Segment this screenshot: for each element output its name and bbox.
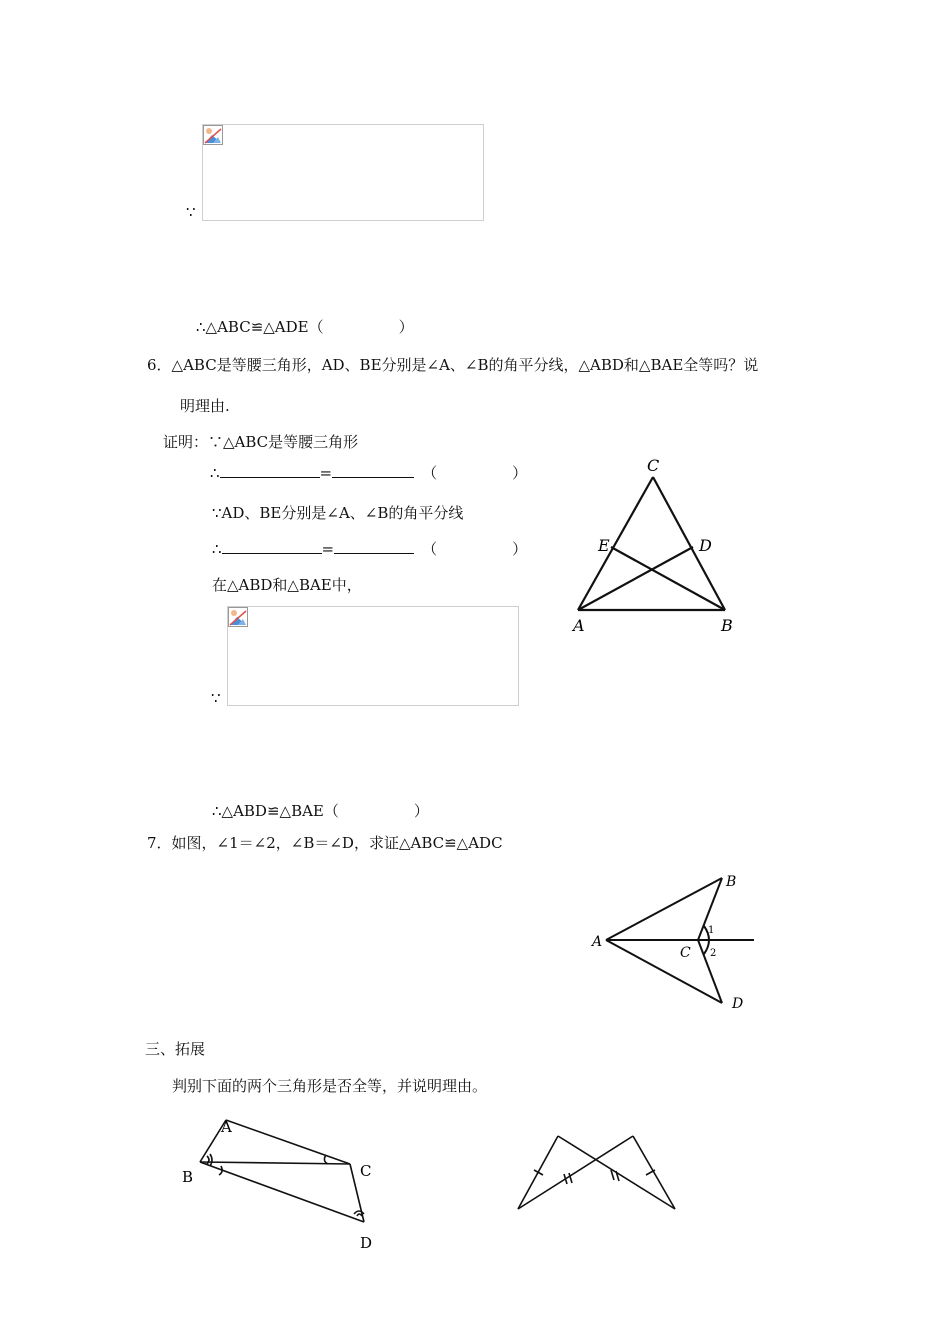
- blank-field[interactable]: [332, 463, 414, 478]
- equals-sign: =: [321, 540, 335, 558]
- q6-prompt-cont: 明理由.: [180, 397, 230, 415]
- broken-image-placeholder-1: [202, 124, 484, 221]
- because-symbol-2: ∵: [211, 689, 221, 707]
- label-C: C: [360, 1162, 372, 1180]
- part1-conclusion: ∴△ABC≌△ADE（ ）: [196, 318, 414, 336]
- label-A: A: [573, 616, 585, 635]
- reason-bracket: （ ）: [422, 464, 528, 482]
- q6-line4: [212, 538, 527, 559]
- label-B: B: [182, 1168, 194, 1186]
- q7-figure: [588, 870, 760, 1015]
- q6-triangle-figure: [565, 455, 740, 635]
- q7-prompt: 7．如图，∠1＝∠2，∠B＝∠D，求证△ABC≌△ADC: [147, 834, 503, 852]
- blank-field[interactable]: [222, 539, 322, 554]
- reason-bracket: （ ）: [422, 540, 528, 558]
- label-A: A: [221, 1118, 232, 1136]
- broken-image-placeholder-2: [227, 606, 519, 706]
- equals-sign: =: [319, 464, 333, 482]
- label-B: B: [721, 616, 733, 635]
- label-B: B: [726, 874, 737, 890]
- q6-line2: [210, 462, 527, 483]
- therefore-symbol: ∴: [212, 540, 222, 558]
- section3-prompt: 判别下面的两个三角形是否全等，并说明理由。: [172, 1077, 488, 1095]
- therefore-symbol: ∴: [210, 464, 220, 482]
- broken-image-icon: [228, 607, 248, 627]
- label-C: C: [680, 945, 691, 961]
- q6-conclusion: ∴△ABD≌△BAE（ ）: [212, 802, 429, 820]
- section3-title: 三、拓展: [145, 1040, 206, 1058]
- label-D: D: [732, 996, 744, 1012]
- section3-figure-left: [178, 1112, 378, 1257]
- label-D: D: [360, 1234, 373, 1252]
- label-D: D: [699, 536, 712, 555]
- blank-field[interactable]: [220, 463, 320, 478]
- q6-prompt: 6．△ABC是等腰三角形，AD、BE分别是∠A、∠B的角平分线，△ABD和△BAE全等吗？说: [147, 356, 759, 374]
- section3-figure-right: [510, 1128, 682, 1218]
- q6-proof-start: 证明：∵△ABC是等腰三角形: [163, 433, 359, 451]
- label-E: E: [598, 536, 610, 555]
- broken-image-icon: [203, 125, 223, 145]
- because-symbol-1: ∵: [186, 203, 196, 221]
- q6-line3: ∵AD、BE分别是∠A、∠B的角平分线: [212, 504, 464, 522]
- label-angle-1: 1: [708, 925, 715, 936]
- blank-field[interactable]: [334, 539, 414, 554]
- label-C: C: [647, 456, 660, 475]
- label-A: A: [592, 934, 603, 950]
- label-angle-2: 2: [710, 948, 717, 959]
- q6-line5: 在△ABD和△BAE中，: [212, 576, 362, 594]
